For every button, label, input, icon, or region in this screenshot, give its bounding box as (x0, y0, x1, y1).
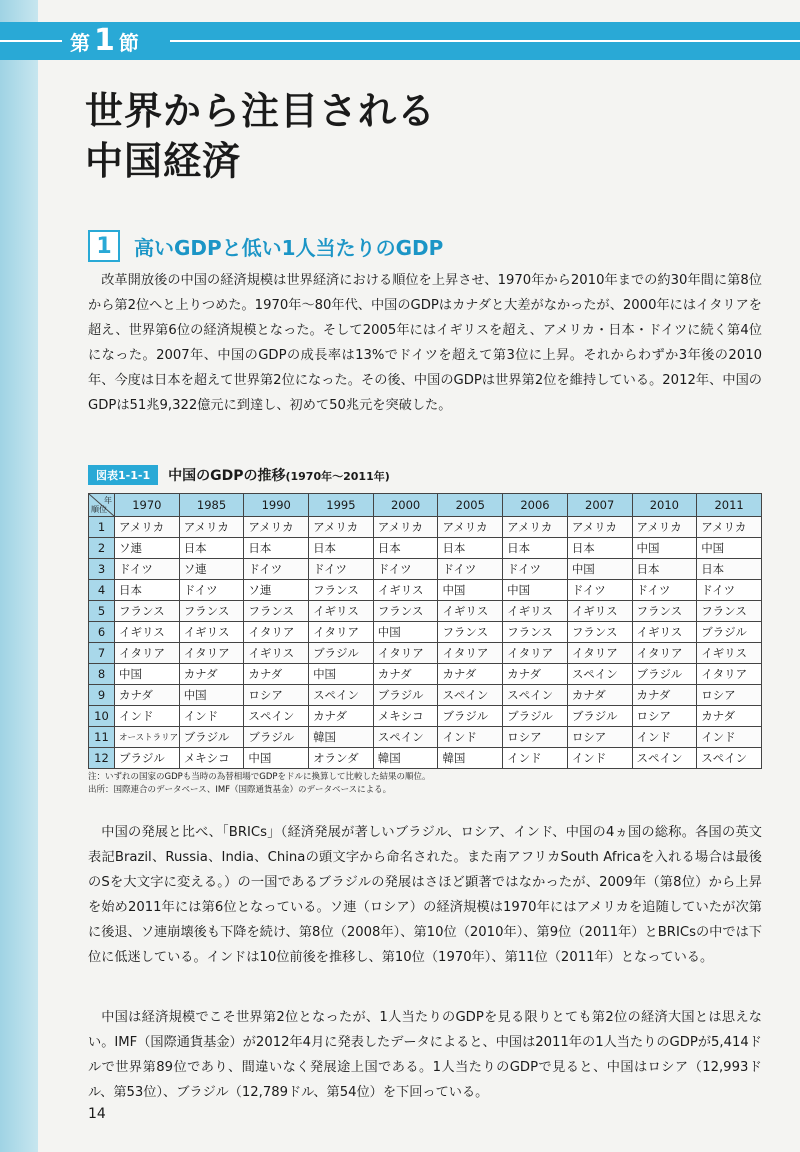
country-cell: 日本 (697, 559, 762, 580)
year-header: 2007 (567, 494, 632, 517)
country-cell: ロシア (244, 685, 309, 706)
subsection-number: 1 (88, 230, 120, 262)
country-cell: ブラジル (373, 685, 438, 706)
country-cell: 中国 (373, 622, 438, 643)
country-cell: 中国 (438, 580, 503, 601)
country-cell: ブラジル (503, 706, 568, 727)
country-cell: 韓国 (373, 748, 438, 769)
country-cell: ブラジル (179, 727, 244, 748)
table-row (89, 559, 762, 580)
country-cell: イタリア (373, 643, 438, 664)
country-cell: 日本 (115, 580, 180, 601)
country-cell: ドイツ (503, 559, 568, 580)
table-corner-cell (89, 494, 115, 517)
country-cell: ブラジル (697, 622, 762, 643)
country-cell: イギリス (697, 643, 762, 664)
table-row (89, 643, 762, 664)
rank-cell: 2 (89, 538, 115, 559)
year-header: 1970 (115, 494, 180, 517)
country-cell: インド (115, 706, 180, 727)
table-row (89, 580, 762, 601)
country-cell: スペイン (632, 748, 697, 769)
country-cell: 韓国 (309, 727, 374, 748)
rank-cell: 9 (89, 685, 115, 706)
country-cell: ブラジル (438, 706, 503, 727)
band-rule-right (170, 40, 800, 42)
country-cell: アメリカ (503, 517, 568, 538)
country-cell: インド (567, 748, 632, 769)
country-cell: アメリカ (309, 517, 374, 538)
country-cell: オーストラリア (115, 727, 180, 748)
table-row (89, 517, 762, 538)
country-cell: イタリア (309, 622, 374, 643)
country-cell: ロシア (567, 727, 632, 748)
country-cell: カナダ (567, 685, 632, 706)
country-cell: スペイン (567, 664, 632, 685)
country-cell: アメリカ (115, 517, 180, 538)
country-cell: カナダ (632, 685, 697, 706)
country-cell: 中国 (503, 580, 568, 601)
country-cell: ドイツ (309, 559, 374, 580)
section-suffix: 節 (118, 30, 139, 55)
year-header: 2010 (632, 494, 697, 517)
rank-cell: 10 (89, 706, 115, 727)
country-cell: インド (697, 727, 762, 748)
country-cell: インド (438, 727, 503, 748)
country-cell: ソ連 (244, 580, 309, 601)
country-cell: カナダ (179, 664, 244, 685)
table-row (89, 622, 762, 643)
country-cell: ドイツ (373, 559, 438, 580)
country-cell: 中国 (309, 664, 374, 685)
page-title (85, 86, 436, 186)
country-cell: フランス (179, 601, 244, 622)
rank-cell: 6 (89, 622, 115, 643)
table-header-row (89, 494, 762, 517)
section-prefix: 第 (70, 30, 90, 55)
country-cell: アメリカ (438, 517, 503, 538)
country-cell: フランス (373, 601, 438, 622)
country-cell: カナダ (309, 706, 374, 727)
corner-rank-label: 順位 (91, 505, 107, 514)
subsection-heading (88, 230, 443, 262)
year-header: 1985 (179, 494, 244, 517)
gdp-ranking-table (88, 493, 762, 769)
country-cell: フランス (244, 601, 309, 622)
country-cell: イタリア (115, 643, 180, 664)
country-cell: ドイツ (632, 580, 697, 601)
country-cell: スペイン (373, 727, 438, 748)
figure-label: 図表1-1-1 (88, 465, 158, 485)
rank-cell: 7 (89, 643, 115, 664)
country-cell: 日本 (567, 538, 632, 559)
country-cell: イタリア (567, 643, 632, 664)
country-cell: カナダ (438, 664, 503, 685)
country-cell: 日本 (438, 538, 503, 559)
table-source: 出所：国際連合のデータベース、IMF（国際通貨基金）のデータベースによる。 (88, 785, 392, 795)
year-header: 1995 (309, 494, 374, 517)
country-cell: ソ連 (115, 538, 180, 559)
rank-cell: 3 (89, 559, 115, 580)
page-title-line2: 中国経済 (85, 139, 242, 183)
country-cell: イギリス (244, 643, 309, 664)
rank-cell: 8 (89, 664, 115, 685)
country-cell: イタリア (697, 664, 762, 685)
paragraph-3: 中国は経済規模でこそ世界第2位となったが、1人当たりのGDPを見る限りとても第2位の経済大国とは思えない。IMF（国際通貨基金）が2012年4月に発表したデータによると、中国は2011年の1人当たりのGDPが5,414ドルで世界第89位であり、間違いなく発展途上国である。1人当たりのGDPで見ると、中国はロシア（12,993ドル、第53位）、ブラジル（12,789ドル、第54位）を下回っている。 (88, 1010, 762, 1100)
country-cell: インド (179, 706, 244, 727)
country-cell: ブラジル (244, 727, 309, 748)
country-cell: カナダ (115, 685, 180, 706)
country-cell: フランス (567, 622, 632, 643)
country-cell: アメリカ (179, 517, 244, 538)
country-cell: カナダ (244, 664, 309, 685)
country-cell: イギリス (179, 622, 244, 643)
country-cell: ソ連 (179, 559, 244, 580)
country-cell: スペイン (309, 685, 374, 706)
figure-header (88, 465, 390, 485)
country-cell: フランス (503, 622, 568, 643)
year-header: 2005 (438, 494, 503, 517)
country-cell: ドイツ (567, 580, 632, 601)
page-number: 14 (88, 1106, 106, 1122)
table-row (89, 706, 762, 727)
year-header: 1990 (244, 494, 309, 517)
country-cell: フランス (697, 601, 762, 622)
country-cell: イギリス (309, 601, 374, 622)
rank-cell: 11 (89, 727, 115, 748)
rank-cell: 12 (89, 748, 115, 769)
country-cell: スペイン (503, 685, 568, 706)
rank-cell: 5 (89, 601, 115, 622)
country-cell: メキシコ (179, 748, 244, 769)
table-row (89, 538, 762, 559)
country-cell: イタリア (438, 643, 503, 664)
country-cell: ロシア (632, 706, 697, 727)
country-cell: 韓国 (438, 748, 503, 769)
country-cell: アメリカ (373, 517, 438, 538)
paragraph-1: 改革開放後の中国の経済規模は世界経済における順位を上昇させ、1970年から2010年までの約30年間に第8位から第2位へと上りつめた。1970年～80年代、中国のGDPはカナダと大差がなかったが、2000年にはイタリアを超え、世界第6位の経済規模となった。そして2005年にはイギリスを超え、アメリカ・日本・ドイツに続く第4位になった。2007年、中国のGDPの成長率は13%でドイツを超えて第3位に上昇。それからわずか3年後の2010年、今度は日本を超えて世界第2位になった。その後、中国のGDPは世界第2位を維持している。2012年、中国のGDPは51兆9,322億元に到達し、初めて50兆元を突破した。 (88, 273, 762, 413)
table-notes (88, 771, 431, 797)
country-cell: イギリス (438, 601, 503, 622)
table-body (89, 517, 762, 769)
country-cell: イタリア (632, 643, 697, 664)
country-cell: 中国 (697, 538, 762, 559)
sidebar-stripe (0, 0, 38, 1152)
country-cell: カナダ (697, 706, 762, 727)
section-label (70, 22, 139, 60)
country-cell: フランス (115, 601, 180, 622)
country-cell: 日本 (632, 559, 697, 580)
country-cell: インド (632, 727, 697, 748)
year-header: 2011 (697, 494, 762, 517)
country-cell: ドイツ (438, 559, 503, 580)
table-note: 注：いずれの国家のGDPも当時の為替相場でGDPをドルに換算して比較した結果の順位。 (88, 772, 431, 782)
country-cell: イギリス (503, 601, 568, 622)
country-cell: 中国 (115, 664, 180, 685)
country-cell: アメリカ (244, 517, 309, 538)
subsection-title: 高いGDPと低い1人当たりのGDP (134, 235, 444, 260)
table-row (89, 685, 762, 706)
table-row (89, 727, 762, 748)
country-cell: インド (503, 748, 568, 769)
country-cell: 日本 (244, 538, 309, 559)
country-cell: イギリス (115, 622, 180, 643)
rank-cell: 1 (89, 517, 115, 538)
country-cell: アメリカ (632, 517, 697, 538)
band-rule-left (0, 40, 62, 42)
figure-subtitle: (1970年～2011年) (285, 470, 390, 483)
table-row (89, 601, 762, 622)
country-cell: ロシア (697, 685, 762, 706)
table-row (89, 664, 762, 685)
country-cell: 中国 (632, 538, 697, 559)
country-cell: フランス (438, 622, 503, 643)
year-header: 2000 (373, 494, 438, 517)
country-cell: 中国 (567, 559, 632, 580)
country-cell: 日本 (309, 538, 374, 559)
year-header: 2006 (503, 494, 568, 517)
country-cell: 中国 (244, 748, 309, 769)
country-cell: イギリス (567, 601, 632, 622)
country-cell: ドイツ (115, 559, 180, 580)
rank-cell: 4 (89, 580, 115, 601)
country-cell: ブラジル (309, 643, 374, 664)
country-cell: フランス (309, 580, 374, 601)
table-row (89, 748, 762, 769)
country-cell: イギリス (373, 580, 438, 601)
country-cell: メキシコ (373, 706, 438, 727)
country-cell: スペイン (244, 706, 309, 727)
country-cell: ドイツ (244, 559, 309, 580)
country-cell: ロシア (503, 727, 568, 748)
page-title-line1: 世界から注目される (85, 89, 437, 133)
figure-title (168, 465, 390, 485)
paragraph-2: 中国の発展と比べ、「BRICs」（経済発展が著しいブラジル、ロシア、インド、中国の4ヵ国の総称。各国の英文表記Brazil、Russia、India、Chinaの頭文字から命名された。また南アフリカSouth Africaを入れる場合は最後のSを大文字に変える。）の一国であるブラジルの発展はさほど顕著ではなかったが、2009年（第8位）から上昇を始め2011年には第6位となっている。ソ連（ロシア）の経済規模は1970年にはアメリカを追随していたが次第に後退、ソ連崩壊後も下降を続け、第8位（2008年）、第10位（2010年）、第9位（2011年）とBRICsの中では下位に低迷している。インドは10位前後を推移し、第10位（1970年）、第11位（2011年）となっている。 (88, 825, 762, 965)
country-cell: ドイツ (179, 580, 244, 601)
country-cell: フランス (632, 601, 697, 622)
country-cell: 日本 (373, 538, 438, 559)
country-cell: オランダ (309, 748, 374, 769)
country-cell: スペイン (697, 748, 762, 769)
country-cell: ドイツ (697, 580, 762, 601)
country-cell: ブラジル (567, 706, 632, 727)
country-cell: カナダ (373, 664, 438, 685)
country-cell: カナダ (503, 664, 568, 685)
country-cell: アメリカ (697, 517, 762, 538)
country-cell: ブラジル (632, 664, 697, 685)
country-cell: イタリア (503, 643, 568, 664)
country-cell: 日本 (503, 538, 568, 559)
country-cell: スペイン (438, 685, 503, 706)
country-cell: ブラジル (115, 748, 180, 769)
country-cell: 中国 (179, 685, 244, 706)
section-number: 1 (94, 23, 115, 58)
country-cell: イタリア (179, 643, 244, 664)
country-cell: イギリス (632, 622, 697, 643)
country-cell: アメリカ (567, 517, 632, 538)
country-cell: イタリア (244, 622, 309, 643)
country-cell: 日本 (179, 538, 244, 559)
corner-year-label: 年 (104, 496, 112, 505)
figure-title-main: 中国のGDPの推移 (168, 468, 286, 484)
